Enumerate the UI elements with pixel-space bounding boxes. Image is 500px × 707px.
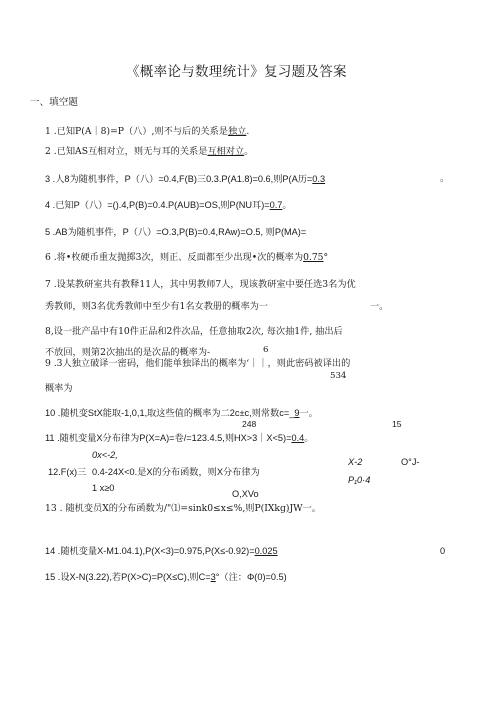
question-3-tail: 。 (440, 173, 450, 184)
document-title: 《概率论与数理统计》复习题及答案 (126, 64, 347, 80)
question-10-fraction-b: 15 (392, 419, 402, 429)
question-4-text: 4 .已知P（八）=().4,P(B)=0.4.P(AUB)=OS,则P(NU耳)= (45, 200, 270, 210)
question-4 (45, 199, 292, 211)
question-11 (45, 432, 313, 444)
question-14-text: 14 .随机变量X-M1.04.1),P(X<3)=0.975,P(X≤-0.92)= (45, 546, 255, 556)
question-14 (45, 545, 278, 557)
question-8-line-1: 8,设一批产品中有10件正品和2件次品，任意抽取2次, 每次抽1件, 抽出后 (45, 326, 343, 337)
question-3-answer: 0.3 (312, 174, 326, 184)
question-6-answer: 0.75 (303, 252, 324, 263)
question-15-end: °（注：Φ(0)=0.5) (215, 572, 287, 582)
question-9-line-2: 概率为 (45, 383, 73, 394)
question-11-answer: 0.4 (291, 433, 305, 443)
question-6-end: ° (323, 252, 329, 263)
question-7-blank: 一。 (370, 301, 389, 312)
question-8-fraction: 6 (263, 345, 269, 355)
question-1 (45, 126, 249, 138)
question-10-fraction-a: 248 (242, 419, 257, 429)
question-1-end: . (246, 126, 250, 137)
question-14-answer: 0.025 (254, 546, 278, 556)
question-1-answer: 独立 (227, 126, 247, 137)
question-7-line-2: 秀教师，则3名优秀教师中至少有1名女教册的概率为一 (45, 301, 269, 312)
question-12-case-1: 0x<-2, (92, 450, 118, 460)
question-12-table-values: O°J- (401, 457, 420, 467)
question-12-table-p: P₁0·4 (348, 475, 371, 485)
question-4-end: 。 (282, 200, 292, 210)
question-12-lead: 12.F(x)三 (48, 467, 87, 477)
question-9-line-1: 9 .3人独立破译一密码，他们能单独译出的概率为‘｜｜，则此密码被译出的 (45, 358, 351, 369)
question-1-text: 1 .已知P(A｜8)=P（八）,则不与后的关系是 (45, 126, 228, 137)
question-7-line-1: 7 .设某教研室共有教释11人，其中男教师7人，现该教研室中要任选3名为优 (45, 279, 356, 290)
question-15 (45, 571, 287, 583)
question-10-text: 10 .随机变StX能取-1,0,1,取这些值的概率为二2c±c,则常数c=_ (45, 408, 295, 418)
question-9-fraction: 534 (330, 371, 347, 381)
question-8-line-2: 不放回，则第2次抽出的是次品的概率为- (45, 347, 211, 358)
question-2-text: 2 .已知AS互相对立，则无与耳的关系是 (45, 146, 208, 157)
question-2-answer: 互相对立 (207, 146, 245, 157)
question-12-table-x: X-2 (348, 457, 363, 467)
question-11-text: 11 .随机变量X分布律为P(X=A)=卷/=123.4.5,则HX>3｜X<5)= (45, 433, 292, 443)
question-15-answer: 3 (210, 572, 216, 582)
question-3-text: 3 .人8为随机事件，P（八）=0.4,F(B)三0.3.P(A1.8)=0.6,则P(A历= (45, 174, 313, 184)
question-13-piece: O,XVo (232, 489, 259, 499)
question-13: 13 . 随机变员X的分布函数为/"⑴=sink0≤x≤%,则P(IXkg)JW一。 (45, 503, 321, 514)
question-5: 5 .AB为随机事件，P（八）=O.3,P(B)=0.4,RAw)=O.5, 则P(MA)= (45, 227, 307, 237)
question-12-case-3: 1 x≥0 (92, 483, 115, 493)
question-3 (45, 173, 325, 185)
question-11-end: 。 (304, 433, 314, 443)
question-15-text: 15 .设X-N(3.22),若P(X>C)=P(X≤C),则C= (45, 572, 211, 582)
question-6 (45, 252, 328, 264)
question-4-answer: 0.7 (269, 200, 283, 210)
question-14-tail: 0 (440, 546, 446, 556)
question-10 (45, 407, 318, 419)
question-10-end: 一。 (299, 408, 318, 418)
question-10-answer: 9 (294, 408, 300, 418)
question-2 (45, 146, 253, 158)
question-2-end: 。 (244, 146, 254, 157)
question-12-case-2: 0.4-24X<0.是X的分布函数，则X分布律为 (92, 467, 260, 477)
section-heading: 一、填空题 (30, 97, 78, 108)
question-6-text: 6 .将•枚硬币重友抛掷3次，则正、反面都至少出现•次的概率为 (45, 252, 304, 263)
